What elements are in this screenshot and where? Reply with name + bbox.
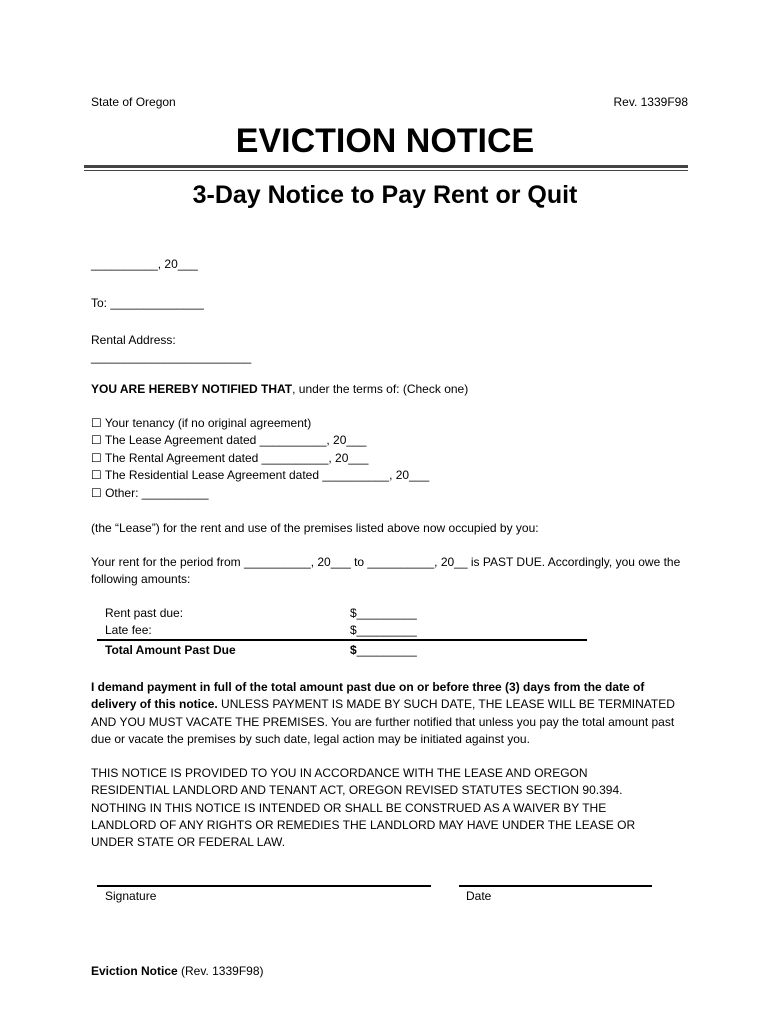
rental-address-label: Rental Address: — [91, 333, 176, 347]
late-fee-value: $_________ — [350, 623, 417, 637]
option-other[interactable]: ☐ Other: __________ — [91, 486, 209, 500]
demand-bold: I demand payment in full of the total amount past due on or before three (3) days from the date of delivery of this notice. — [91, 680, 645, 712]
footer-bold: Eviction Notice — [91, 964, 178, 978]
option-lease-agreement[interactable]: ☐ The Lease Agreement dated __________, 20___ — [91, 433, 367, 447]
rent-past-due-label: Rent past due: — [105, 606, 184, 620]
demand-rest: UNLESS PAYMENT IS MADE BY SUCH DATE, THE LEASE WILL BE TERMINATED AND YOU MUST VACATE THE PREMISES. You are further notified that unless you pay the total amount past due or vacate the premises by such date, legal action may be initiated against you. — [91, 697, 675, 746]
option-rental-agreement[interactable]: ☐ The Rental Agreement dated __________, 20___ — [91, 451, 369, 465]
signature-label: Signature — [105, 889, 157, 903]
total-divider — [97, 639, 587, 641]
notified-bold: YOU ARE HEREBY NOTIFIED THAT — [91, 382, 293, 396]
total-value — [350, 642, 417, 659]
option-tenancy[interactable]: ☐ Your tenancy (if no original agreement) — [91, 416, 312, 430]
total-blank: _________ — [356, 643, 417, 657]
page-subtitle: 3-Day Notice to Pay Rent or Quit — [192, 181, 578, 209]
total-label: Total Amount Past Due — [105, 643, 236, 657]
lease-paragraph: (the “Lease”) for the rent and use of the premises listed above now occupied by you: — [91, 521, 539, 535]
rent-past-due-value: $_________ — [350, 606, 417, 620]
legal-paragraph: THIS NOTICE IS PROVIDED TO YOU IN ACCORDANCE WITH THE LEASE AND OREGON RESIDENTIAL LANDLORD AND TENANT ACT, OREGON REVISED STATUTES SECTION 90.394. NOTHING IN THIS NOTICE IS INTENDED OR SHALL BE CONSTRUED AS A WAIVER BY THE LANDLORD OF ANY RIGHTS OR REMEDIES THE LANDLORD MAY HAVE UNDER THE LEASE OR UNDER STATE OR FEDERAL LAW. — [91, 766, 636, 850]
signature-line[interactable] — [97, 885, 431, 887]
date-label: Date — [466, 889, 492, 903]
date-line-signature[interactable] — [459, 885, 652, 887]
total-dollar: $ — [350, 643, 357, 657]
option-residential-lease[interactable]: ☐ The Residential Lease Agreement dated __________, 20___ — [91, 468, 430, 482]
demand-paragraph — [91, 679, 675, 748]
notified-line — [91, 381, 681, 398]
notified-rest: , under the terms of: (Check one) — [292, 382, 469, 396]
date-line: __________, 20___ — [91, 257, 198, 271]
footer-rest: (Rev. 1339F98) — [177, 964, 264, 978]
page-title: EVICTION NOTICE — [235, 122, 535, 160]
to-line: To: ______________ — [91, 296, 204, 310]
footer — [91, 963, 264, 980]
title-rule-thin — [84, 170, 688, 171]
rent-paragraph: Your rent for the period from __________, 20___ to __________, 20__ is PAST DUE. Accordingly, you owe the following amounts: — [91, 555, 681, 587]
revision-label: Rev. 1339F98 — [613, 95, 688, 109]
title-rule-thick — [84, 165, 688, 168]
late-fee-label: Late fee: — [105, 623, 152, 637]
state-label: State of Oregon — [91, 95, 176, 109]
rental-address-blank: ________________________ — [91, 350, 252, 364]
